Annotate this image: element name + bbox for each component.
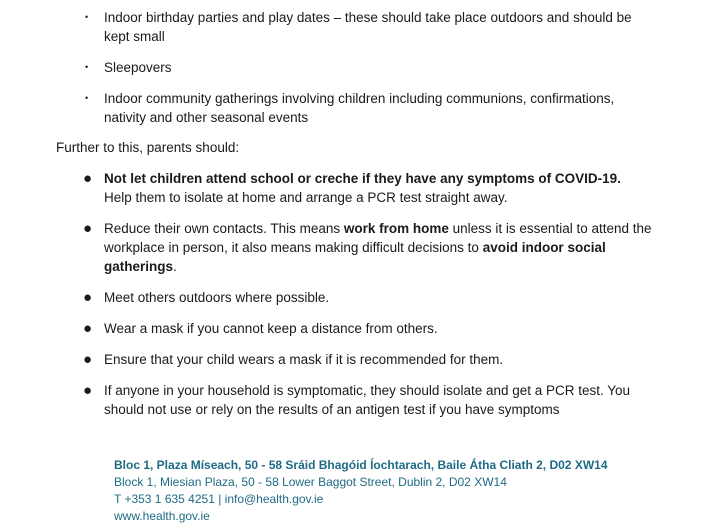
bullet-icon: ● [83,382,93,399]
parents-advice-list [0,169,702,431]
list-item-text: If anyone in your household is symptomatic, they should isolate and get a PCR test. You should not use or rely on the results of an antigen test if you have symptoms [104,383,631,417]
footer-contact: T +353 1 635 4251 | info@health.gov.ie [114,492,324,506]
list-item-text: Ensure that your child wears a mask if it is recommended for them. [104,352,504,367]
list-item-text: . [173,259,177,274]
list-item [0,319,652,338]
list-item-text: unless it is essential to attend the workplace in person, it also means making difficult decisions to [104,221,652,255]
list-item [0,169,652,207]
bullet-icon: ● [83,351,93,368]
list-item-bold-text: avoid indoor social gatherings [104,240,606,274]
parents-intro-text: Further to this, parents should: [56,140,240,155]
bullet-icon: ● [83,170,93,187]
list-item [0,58,652,77]
footer-address-irish: Bloc 1, Plaza Míseach, 50 - 58 Sráid Bhagóid Íochtarach, Baile Átha Cliath 2, D02 XW14 [114,458,608,472]
list-item-text: Indoor community gatherings involving children including communions, confirmations, nativity and other seasonal events [104,91,615,125]
list-item [0,350,652,369]
list-item [0,8,652,46]
restricted-activities-list [0,8,702,139]
list-item-text: Meet others outdoors where possible. [104,290,330,305]
bullet-icon: ● [83,320,93,337]
list-item [0,288,652,307]
footer-website-link[interactable]: www.health.gov.ie [114,509,210,523]
bullet-icon: • [85,62,89,72]
letterhead-footer [114,457,608,525]
list-item [0,381,652,419]
list-item [0,89,652,127]
list-item-bold-text: work from home [343,221,449,236]
list-item-text: Reduce their own contacts. This means [104,221,344,236]
list-item-text: Indoor birthday parties and play dates – these should take place outdoors and should be kept small [104,10,632,44]
list-item-text: Sleepovers [104,60,172,75]
bullet-icon: • [85,12,89,22]
list-item-text: Wear a mask if you cannot keep a distance from others. [104,321,438,336]
bullet-icon: • [85,93,89,103]
list-item-text: Help them to isolate at home and arrange a PCR test straight away. [104,190,508,205]
list-item [0,219,652,276]
bullet-icon: ● [83,289,93,306]
bullet-icon: ● [83,220,93,237]
list-item-bold-text: Not let children attend school or creche if they have any symptoms of COVID-19. [104,171,621,186]
footer-address-english: Block 1, Miesian Plaza, 50 - 58 Lower Baggot Street, Dublin 2, D02 XW14 [114,475,507,489]
